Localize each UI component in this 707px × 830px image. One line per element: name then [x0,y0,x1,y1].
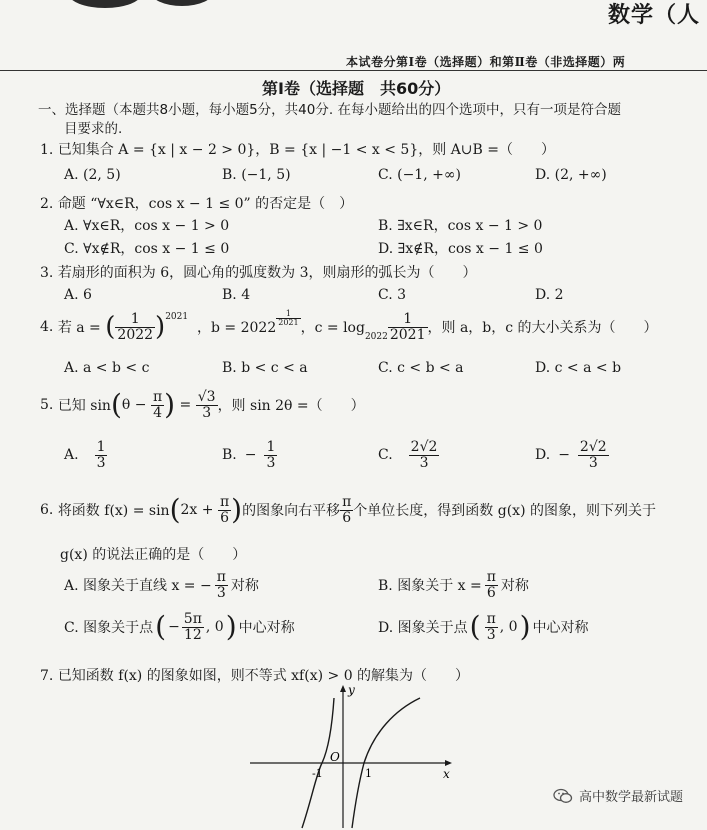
q5-option-b: B. − $\frac{1}{3}$ [222,439,276,471]
q3-option-b: B. 4 [222,287,251,303]
q4-option-c: C. c < b < a [378,360,464,376]
question-6-cont: g(x) 的说法正确的是（ ） [60,547,247,563]
q5-pi-fraction: $\frac{\pi}{4}$ [152,389,163,421]
q3-option-d: D. 2 [535,287,564,303]
q2-option-b: B. ∃x∈R，cos x − 1 > 0 [378,218,543,234]
wechat-icon [553,788,573,804]
watermark-text: 高中数学最新试题 [578,790,683,805]
q6-option-d: D. 图象关于点 ( $\frac{\pi}{3}$ , 0 ) 中心对称 [378,610,589,644]
question-3: 3. 若扇形的面积为 6，圆心角的弧度数为 3，则扇形的弧长为（ ） [40,265,477,281]
watermark [553,786,683,805]
question-1: 1. 已知集合 A = {x | x − 2 > 0}，B = {x | −1 < x < 5}，则 A∪B =（ ） [40,142,556,158]
q6-pi-fraction: $\frac{\pi}{6}$ [219,494,230,526]
section-instruction: 一、选择题（本题共8小题，每小题5分，共40分. 在每小题给出的四个选项中，只有一项是符合题 [38,102,621,118]
scan-artifact-right [150,0,214,6]
q5-value-fraction: $\frac{√3}{3}$ [197,389,216,421]
y-axis-arrow [340,685,346,692]
x-axis-label: x [443,767,450,781]
q1-option-b: B. (−1, 5) [222,167,291,183]
header-rule [0,70,707,71]
q4-b-exponent: $\frac{1}{2021}$ [278,309,299,328]
tick-pos-one: 1 [365,767,372,780]
q6-shift-fraction: $\frac{\pi}{6}$ [342,494,352,526]
y-axis-label: y [348,683,355,697]
question-7: 7. 已知函数 f(x) 的图象如图，则不等式 xf(x) > 0 的解集为（ ） [40,668,470,684]
subject-title: 数学（人 [608,3,701,28]
question-5: 5. 已知 sin ( θ − $\frac{\pi}{4}$ ) = $\frac{√3}{3}$ ，则 sin 2θ =（ ） [40,388,365,422]
q1-option-c: C. (−1, +∞) [378,167,461,183]
q4-c-fraction: $\frac{1}{2021}$ [389,311,426,343]
question-2: 2. 命题 “∀x∈R，cos x − 1 ≤ 0” 的否定是（ ） [40,196,354,212]
q3-option-a: A. 6 [64,287,92,303]
q6-option-a: A. 图象关于直线 x = − $\frac{\pi}{3}$ 对称 [64,569,259,601]
q2-option-d: D. ∃x∉R，cos x − 1 ≤ 0 [378,241,543,257]
q6-option-c: C. 图象关于点 ( − $\frac{5\pi}{12}$ , 0 ) 中心对称 [64,610,295,644]
question-6: 6. 将函数 f(x) = sin ( 2x + $\frac{\pi}{6}$ ) 的图象向右平移 $\frac{\pi}{6}$ 个单位长度，得到函数 g(x) 的图象，则下列关于 [40,493,656,527]
q2-option-a: A. ∀x∈R，cos x − 1 > 0 [64,218,230,234]
origin-label: O [330,750,340,764]
section-instruction-cont: 目要求的. [64,121,123,137]
q3-option-c: C. 3 [378,287,407,303]
tick-neg-one: -1 [312,767,323,780]
section-title: 第Ⅰ卷（选择题 共60分） [262,79,451,98]
q5-option-c: C. $\frac{2√2}{3}$ [378,439,438,471]
q4-option-a: A. a < b < c [64,360,150,376]
question-4: 4. 若 a = ( $\frac{1}{2022}$ ) $^{2021}$ ，b = 2022 $\frac{1}{2021}$ ，c = log $_{2022}$ $\frac{1}{2021}$ ，则 a，b，c 的大小关系为（ ） [40,309,658,343]
q1-option-d: D. (2, +∞) [535,167,607,183]
q5-option-a: A. $\frac{1}{3}$ [64,439,106,471]
q4-option-b: B. b < c < a [222,360,308,376]
q4-option-d: D. c < a < b [535,360,622,376]
q5-option-d: D. − $\frac{2√2}{3}$ [535,439,607,471]
function-graph [240,680,460,830]
q6-option-b: B. 图象关于 x = $\frac{\pi}{6}$ 对称 [378,569,529,601]
scan-artifact-left [68,0,142,8]
q2-option-c: C. ∀x∉R，cos x − 1 ≤ 0 [64,241,230,257]
x-axis-arrow [445,760,452,766]
q1-option-a: A. (2, 5) [64,167,121,183]
q4-a-fraction: $\frac{1}{2022}$ [117,311,154,343]
exam-note: 本试卷分第Ⅰ卷（选择题）和第Ⅱ卷（非选择题）两 [346,55,626,69]
